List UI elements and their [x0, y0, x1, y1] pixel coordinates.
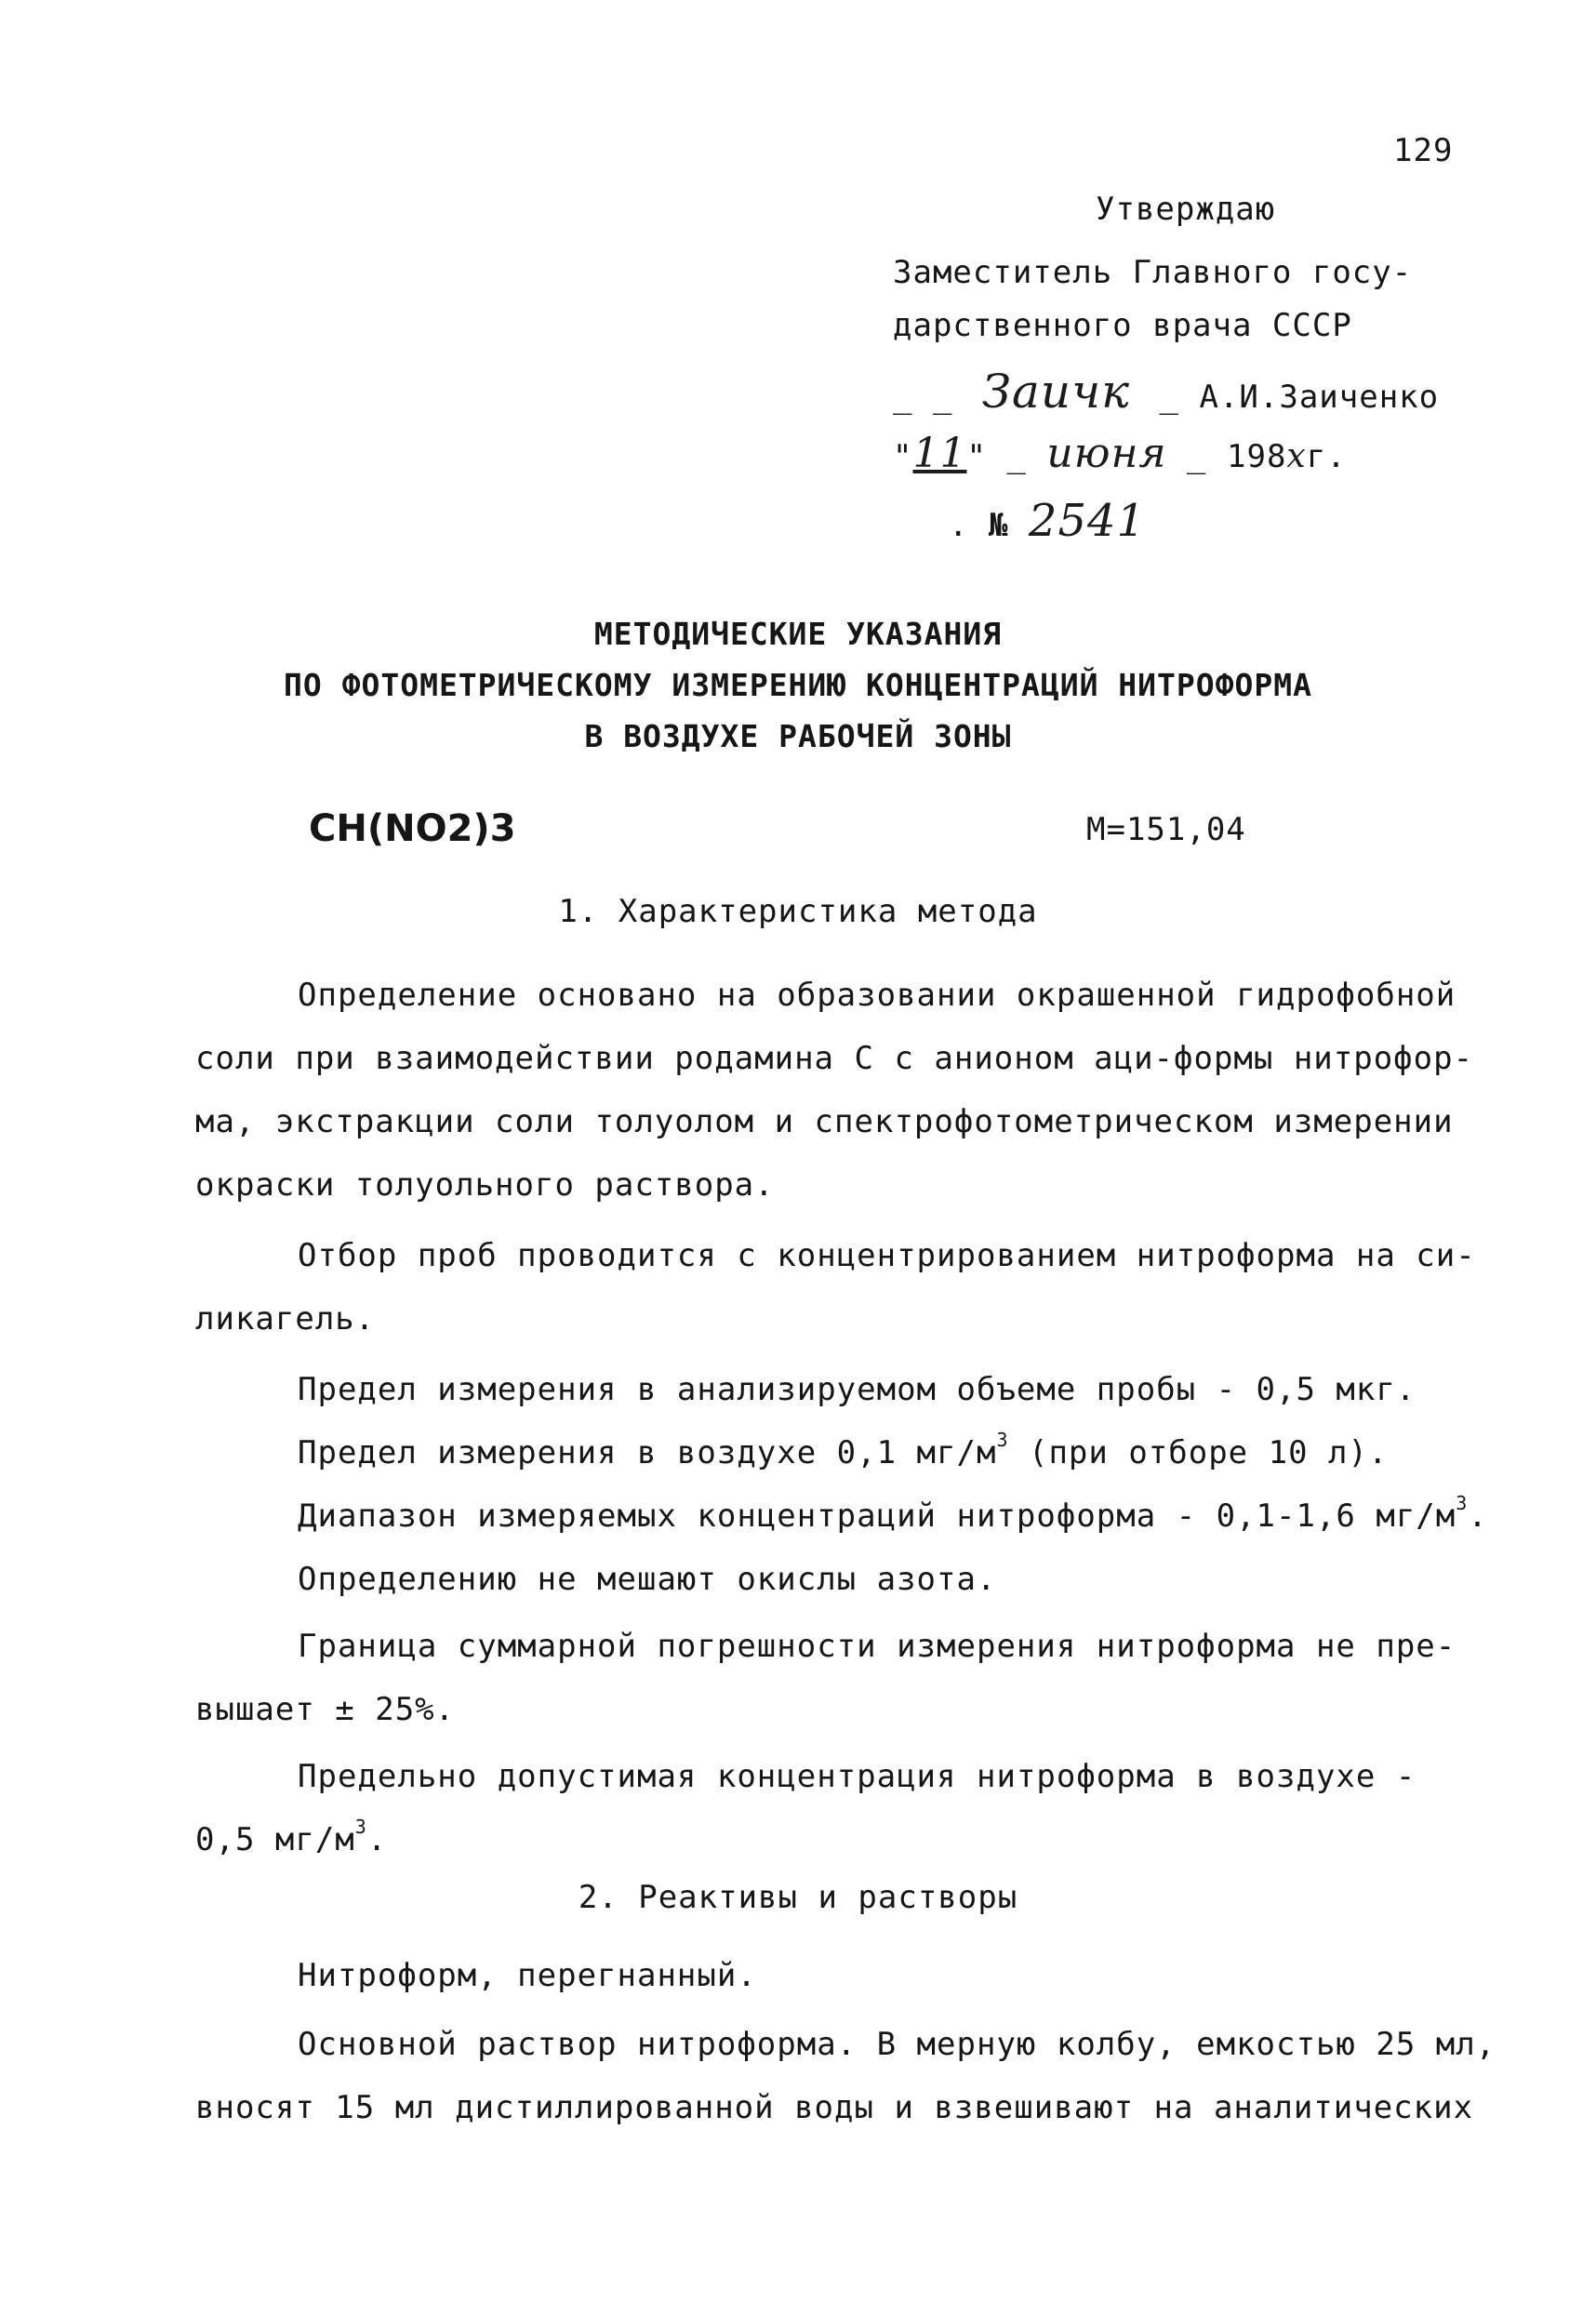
- para1-line3: ма, экстракции соли толуолом и спектрофотометрическом измерении: [195, 1103, 1454, 1140]
- para8-line2: [195, 1815, 388, 1858]
- para8-superscript: 3: [354, 1815, 367, 1838]
- para5-end: .: [1468, 1497, 1488, 1535]
- para7-line2: вышает ± 25%.: [195, 1691, 456, 1728]
- para9: Нитроформ, перегнанный.: [298, 1957, 757, 1994]
- title-line-3: В ВОЗДУХЕ РАБОЧЕЙ ЗОНЫ: [584, 718, 1012, 754]
- para1-line1: Определение основано на образовании окрашенной гидрофобной: [298, 977, 1456, 1014]
- para2-line1: Отбор проб проводится с концентрированием нитроформа на си-: [298, 1237, 1476, 1274]
- approval-date-day: 11: [912, 430, 967, 477]
- approval-number-prefix: №: [988, 507, 1009, 544]
- para8-line1: Предельно допустимая концентрация нитроформа в воздухе -: [298, 1758, 1416, 1795]
- para7-line1: Граница суммарной погрешности измерения нитроформа не пре-: [298, 1628, 1456, 1665]
- approval-date-year-end: г.: [1306, 438, 1347, 475]
- para5-text: Диапазон измеряемых концентраций нитроформа - 0,1-1,6 мг/м: [298, 1497, 1456, 1535]
- approval-position-line2: дарственного врача СССР: [893, 307, 1352, 344]
- approval-date-line: "11" _ июня _ 198xг.: [893, 430, 1347, 477]
- approval-title: Утверждаю: [1096, 191, 1276, 228]
- chemical-formula: CH(NO2)3: [309, 807, 516, 850]
- approval-name-line: [893, 365, 1439, 419]
- title-line-1: МЕТОДИЧЕСКИЕ УКАЗАНИЯ: [593, 616, 1003, 652]
- para4-text: Предел измерения в воздухе 0,1 мг/м: [298, 1434, 997, 1471]
- para1-line4: окраски толуольного раствора.: [195, 1166, 775, 1204]
- approval-date-year: 198: [1227, 438, 1287, 475]
- approval-position-line1: Заместитель Главного госу-: [893, 254, 1413, 291]
- para6: Определению не мешают окислы азота.: [298, 1561, 997, 1598]
- para4: [298, 1428, 1389, 1471]
- title-line-2: ПО ФОТОМЕТРИЧЕСКОМУ ИЗМЕРЕНИЮ КОНЦЕНТРАЦИЙ НИТРОФОРМА: [284, 667, 1312, 703]
- approval-number: 2541: [1028, 495, 1147, 547]
- para5-superscript: 3: [1456, 1491, 1469, 1514]
- section-2-heading: 2. Реактивы и растворы: [578, 1879, 1018, 1916]
- approval-number-line: . № 2541: [949, 495, 1147, 547]
- approval-date-month: июня: [1046, 430, 1167, 477]
- para8-text: 0,5 мг/м: [195, 1821, 355, 1858]
- para1-line2: соли при взаимодействии родамина С с анионом аци-формы нитрофор-: [195, 1040, 1474, 1077]
- section-1-heading: 1. Характеристика метода: [558, 893, 1038, 930]
- para3: Предел измерения в анализируемом объеме пробы - 0,5 мкг.: [298, 1371, 1416, 1408]
- para4-superscript: 3: [996, 1428, 1009, 1451]
- molecular-mass: М=151,04: [1086, 811, 1246, 848]
- para4-end: (при отборе 10 л).: [1008, 1434, 1389, 1471]
- approval-name-prefix: _ _: [893, 379, 953, 416]
- signature-image: Заичк: [981, 365, 1131, 419]
- para10-line1: Основной раствор нитроформа. В мерную колбу, емкостью 25 мл,: [298, 2026, 1496, 2063]
- para5: [298, 1491, 1488, 1535]
- approval-name: _ А.И.Заиченко: [1159, 379, 1440, 416]
- page-number: 129: [1393, 132, 1454, 169]
- para2-line2: ликагель.: [195, 1300, 376, 1338]
- para8-end: .: [366, 1821, 388, 1858]
- para10-line2: вносят 15 мл дистиллированной воды и взвешивают на аналитических: [195, 2089, 1474, 2126]
